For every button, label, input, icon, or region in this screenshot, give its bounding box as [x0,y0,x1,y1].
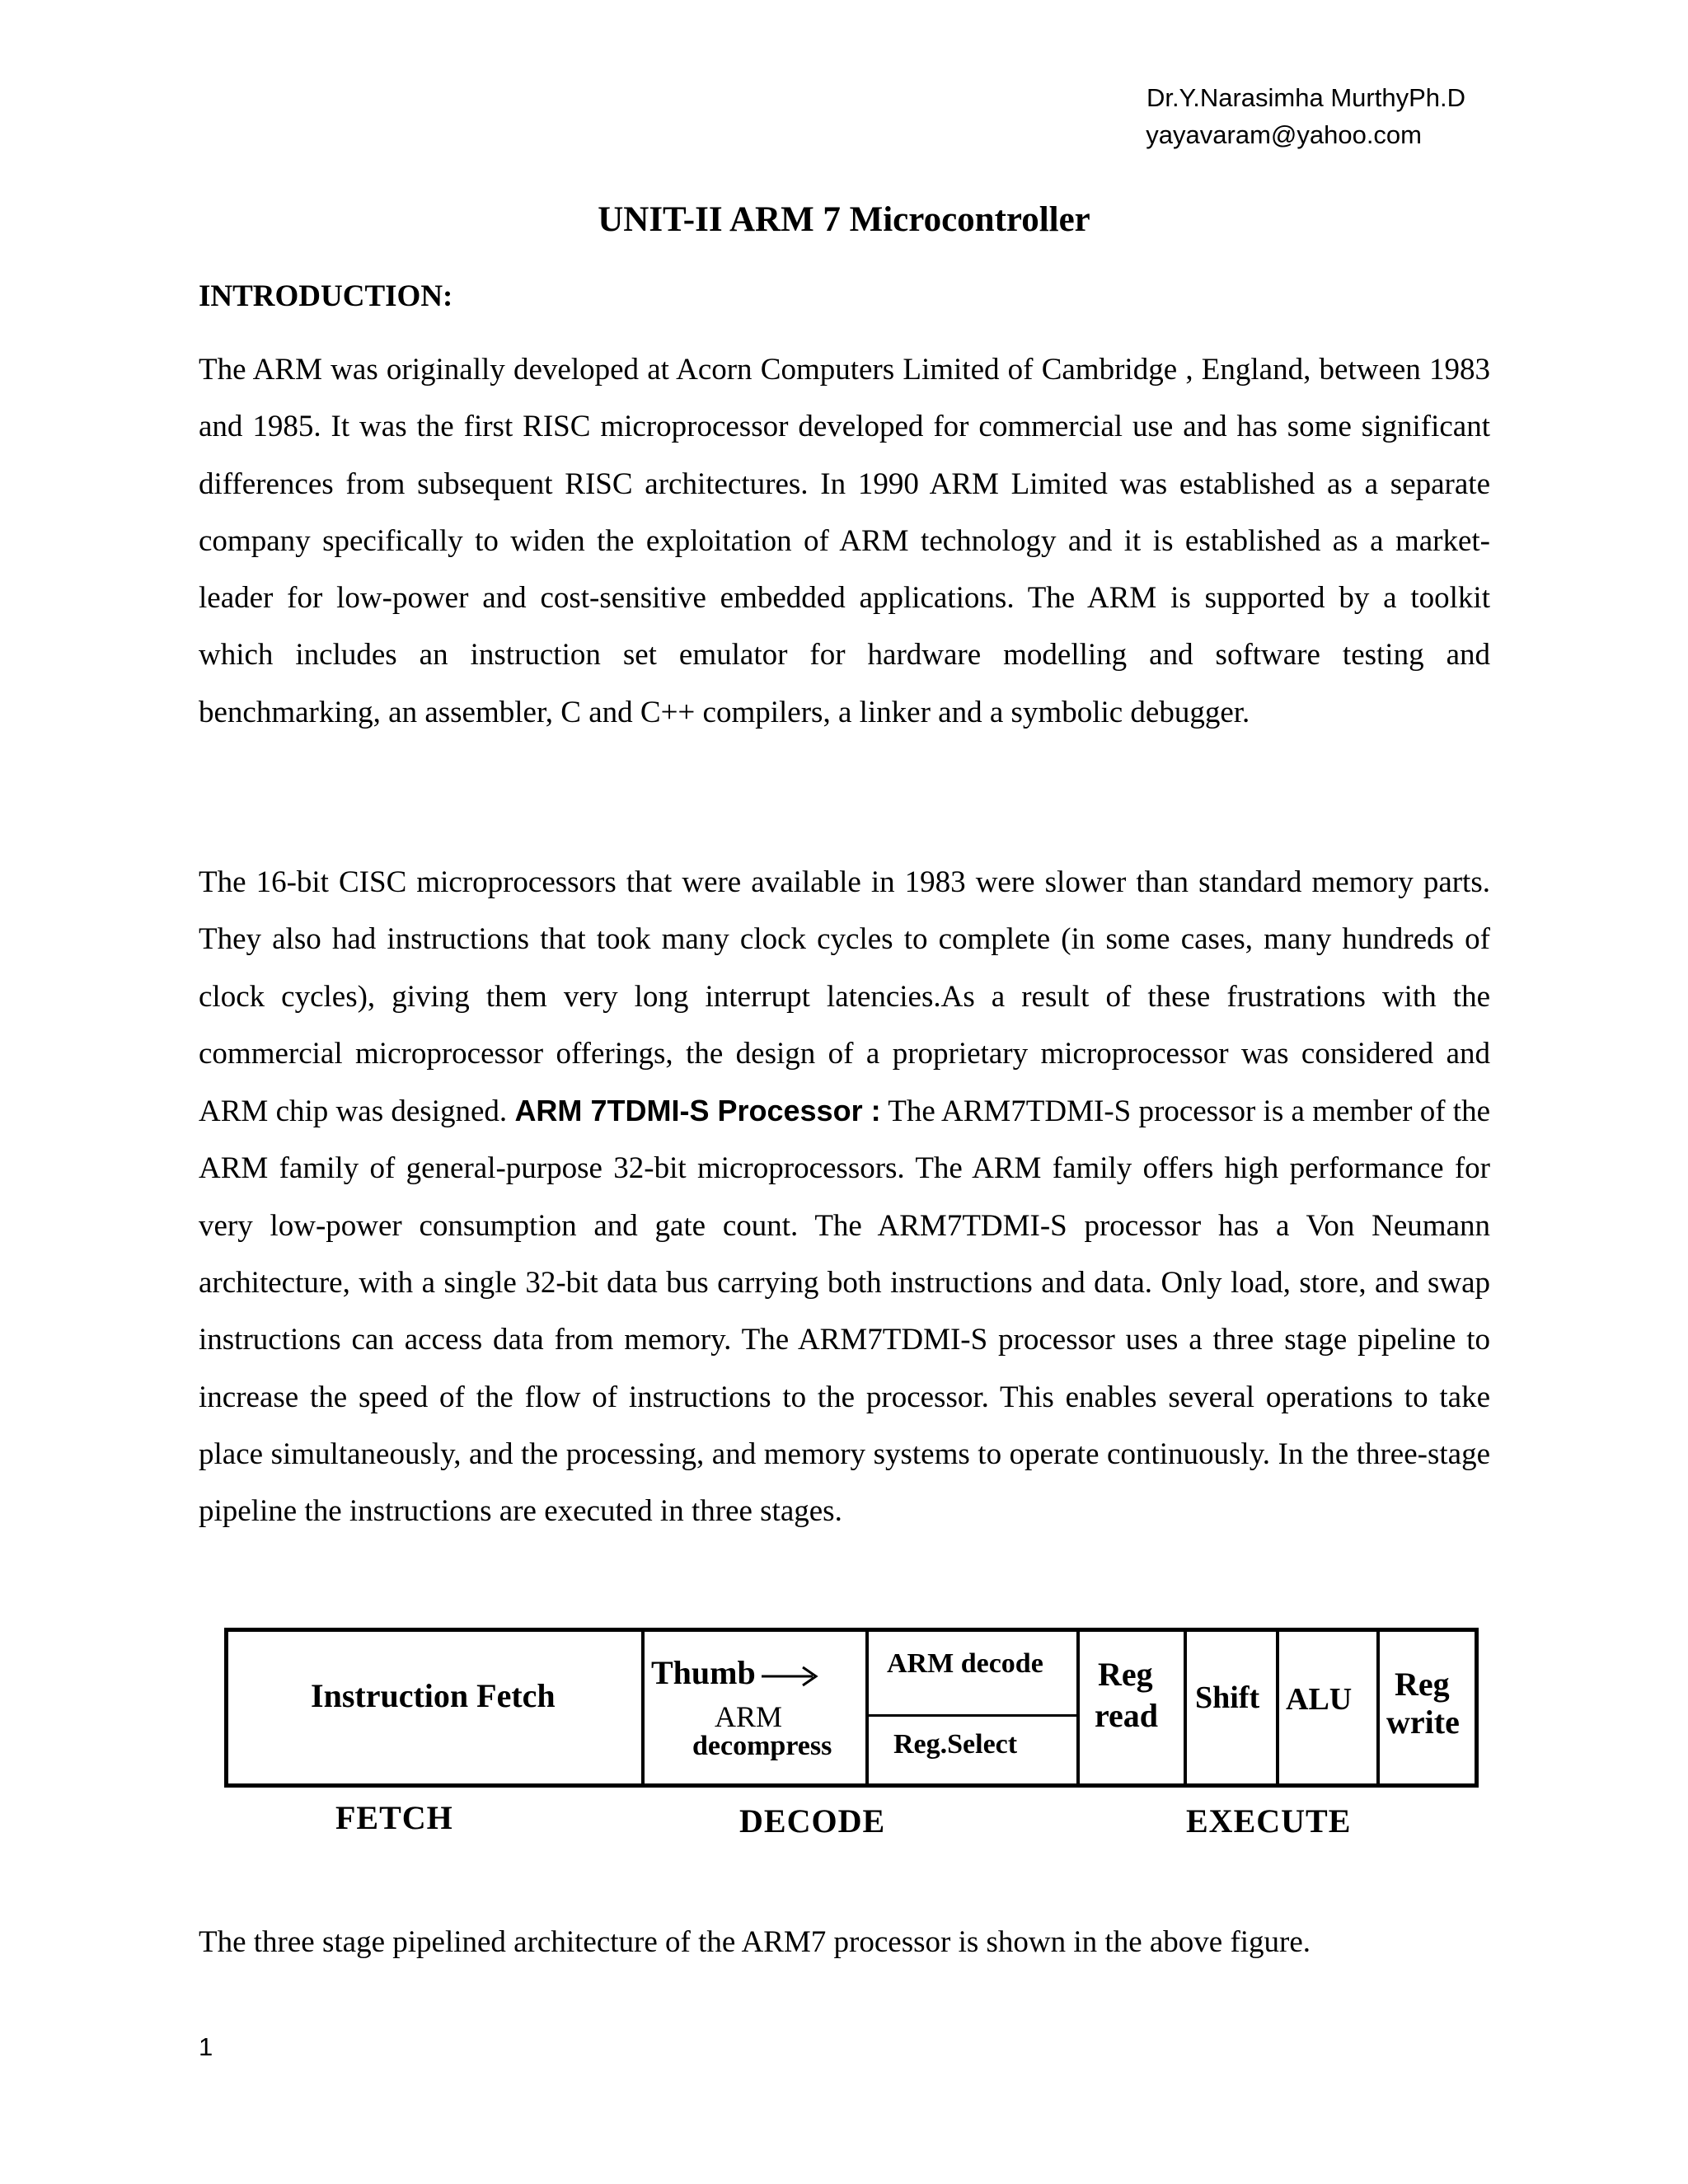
cell-reg-read [1080,1632,1187,1783]
cell-alu [1279,1632,1380,1783]
cell-shift [1187,1632,1279,1783]
cell-reg-write [1380,1632,1475,1783]
reg-read-line1: Reg [1098,1656,1153,1693]
author-email: yayavaram@yahoo.com [1146,120,1422,149]
paragraph-arm7tdmi-text: The ARM7TDMI-S processor is a member of the ARM family of general-purpose 32-bit microprocessors. The ARM family offers high performance for very low-power consumption and gate count. The ARM7TDMI-S processor has a Von Neumann architecture, with a single 32-bit data bus carrying both instructions and data. Only load, store, and swap instructions can access data from memory. The ARM7TDMI-S processor uses a three stage pipeline to increase the speed of the flow of instructions to the processor. This enables several operations to take place simultaneously, and the processing, and memory systems to operate continuously. In the three-stage pipeline the instructions are executed in three stages. [199,1094,1491,1529]
page-title: UNIT-II ARM 7 Microcontroller [598,200,1090,239]
paragraph-introduction: The ARM was originally developed at Acorn Computers Limited of Cambridge , England, between 1983 and 1985. It was the first RISC microprocessor developed for commercial use and has some significant differences from subsequent RISC architectures. In 1990 ARM Limited was established as a separate company specifically to widen the exploitation of ARM technology and it is established as a market-leader for low-power and cost-sensitive embedded applications. The ARM is supported by a toolkit which includes an instruction set emulator for hardware modelling and software testing and benchmarking, an assembler, C and C++ compilers, a linker and a symbolic debugger. [199,353,1490,729]
cell-instruction-fetch [228,1632,645,1783]
reg-select-label: Reg.Select [893,1729,1018,1760]
right-arrow-icon [762,1665,821,1690]
arm7tdmi-heading: ARM 7TDMI-S Processor : [514,1094,881,1128]
cell-arm-decode [869,1632,1080,1783]
figure-caption: The three stage pipelined architecture of the ARM7 processor is shown in the above figure. [199,1925,1311,1959]
arm-decode-subcell [869,1632,1076,1717]
pipeline-diagram [224,1628,1479,1788]
stage-label-decode: DECODE [739,1802,886,1840]
page-number: 1 [199,2032,213,2061]
arm-decode-label: ARM decode [887,1648,1043,1679]
stage-label-execute: EXECUTE [1186,1802,1352,1840]
instruction-fetch-label: Instruction Fetch [311,1677,556,1714]
stage-label-fetch: FETCH [335,1799,453,1836]
cell-thumb-decompress [645,1632,869,1783]
reg-write-line2: write [1386,1704,1460,1741]
paragraph-cisc-history [199,854,1490,1540]
shift-label: Shift [1195,1680,1260,1715]
page-header [889,79,1465,153]
thumb-label: Thumb [651,1654,756,1691]
alu-label: ALU [1286,1682,1353,1717]
decompress-label: decompress [692,1731,832,1761]
paragraph-cisc-text: The 16-bit CISC microprocessors that were available in 1983 were slower than standard memory parts. They also had instructions that took many clock cycles to complete (in some cases, many hundreds of clock cycles), giving them very long interrupt latencies.As a result of these frustrations with the commercial microprocessor offerings, the design of a proprietary microprocessor was considered and ARM chip was designed. [199,865,1490,1129]
reg-read-line2: read [1095,1697,1159,1734]
section-heading-introduction: INTRODUCTION: [199,279,453,313]
arm-label: ARM [715,1700,783,1733]
author-name: Dr.Y.Narasimha MurthyPh.D [1146,83,1465,112]
reg-write-line1: Reg [1395,1666,1450,1703]
